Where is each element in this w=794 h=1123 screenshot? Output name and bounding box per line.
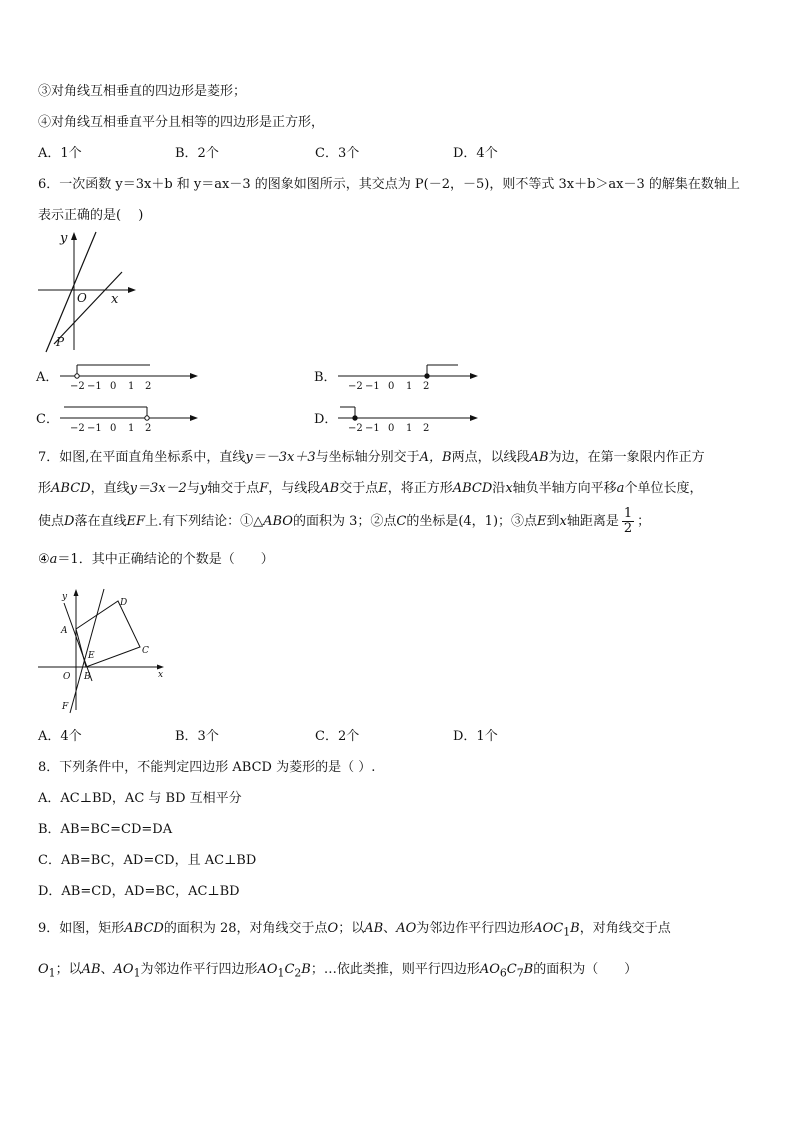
q6a-tick-2: 2 xyxy=(145,381,152,392)
q6b-tick-2: 2 xyxy=(423,381,430,392)
q6b-tick-neg2: −2 xyxy=(348,381,363,392)
q5-option-b[interactable]: B．2个 xyxy=(175,146,219,161)
q6-graph-p-label: P xyxy=(56,335,65,349)
q9-stem-line-2: $O_1$；以AB、$AO_1$为邻边作平行四边形$AO_1C_2B$；…依此类推，则平行四边形$AO_6C_7B$的面积为（ ） xyxy=(38,962,638,980)
q7-fig-c-label: C xyxy=(142,646,149,656)
q7-fig-x-label: x xyxy=(158,670,164,680)
q5-option-c[interactable]: C．3个 xyxy=(315,146,360,161)
q6-number-line-c[interactable] xyxy=(60,404,200,434)
q6c-tick-neg2: −2 xyxy=(70,423,85,434)
q8-option-b[interactable]: B．AB=BC=CD=DA xyxy=(38,822,173,837)
q6c-tick-1: 1 xyxy=(128,423,135,434)
q6-graph-origin-label: O xyxy=(77,291,87,305)
q6-graph-y-label: y xyxy=(60,231,68,246)
q6-number-line-a[interactable] xyxy=(60,362,200,392)
q6b-tick-1: 1 xyxy=(406,381,413,392)
q7-fig-e-label: E xyxy=(88,651,95,661)
q7-stem-line-1: 7．如图,在平面直角坐标系中，直线y＝－3x＋3与坐标轴分别交于A，B两点，以线段AB为边，在第一象限内作正方 xyxy=(38,450,705,465)
q6-graph xyxy=(36,228,136,358)
fraction-one-half: $\frac{1}{2}$ xyxy=(623,506,633,536)
q5-option-a[interactable]: A．1个 xyxy=(38,146,82,161)
q6d-tick-neg1: −1 xyxy=(365,423,380,434)
q8-option-c[interactable]: C．AB=BC，AD=CD，且 AC⊥BD xyxy=(38,853,257,868)
q6-option-c[interactable]: C． xyxy=(36,412,59,427)
q8-stem: 8．下列条件中，不能判定四边形 ABCD 为菱形的是（ ）. xyxy=(38,760,376,775)
q7-fig-origin-label: O xyxy=(63,672,71,682)
q6b-tick-neg1: −1 xyxy=(365,381,380,392)
q6-option-d[interactable]: D． xyxy=(314,412,338,427)
q6b-tick-0: 0 xyxy=(388,381,395,392)
q8-option-d[interactable]: D．AB=CD，AD=BC，AC⊥BD xyxy=(38,884,240,899)
q6c-tick-0: 0 xyxy=(110,423,117,434)
q9-stem-line-1: 9．如图，矩形ABCD的面积为 28，对角线交于点O；以AB、AO为邻边作平行四边形$AOC_1B$，对角线交于点 xyxy=(38,921,671,939)
q6-stem-line-1: 6．一次函数 y＝3x＋b 和 y＝ax－3 的图象如图所示，其交点为 P(－2，－5)，则不等式 3x＋b＞ax－3 的解集在数轴上 xyxy=(38,177,740,192)
q6a-tick-neg2: −2 xyxy=(70,381,85,392)
q6-number-line-d[interactable] xyxy=(338,404,480,434)
q6-stem-line-2: 表示正确的是( ) xyxy=(38,208,144,223)
q5-option-d[interactable]: D．4个 xyxy=(453,146,498,161)
q7-fig-f-label: F xyxy=(62,702,69,712)
q5-item-3: ③对角线互相垂直的四边形是菱形； xyxy=(38,84,247,99)
q7-option-b[interactable]: B．3个 xyxy=(175,729,219,744)
q7-stem-line-2: 形ABCD，直线y＝3x－2与y轴交于点F，与线段AB交于点E，将正方形ABCD沿x轴负半轴方向平移a个单位长度， xyxy=(38,481,703,496)
q6a-tick-1: 1 xyxy=(128,381,135,392)
q7-fig-d-label: D xyxy=(120,598,128,608)
q6d-tick-2: 2 xyxy=(423,423,430,434)
q6-option-a[interactable]: A． xyxy=(36,370,59,385)
q7-option-a[interactable]: A．4个 xyxy=(38,729,82,744)
q6-number-line-b[interactable] xyxy=(338,362,480,392)
q7-stem-line-3: 使点D落在直线EF上.有下列结论：①△ABO的面积为 3；②点C的坐标是(4，1)；③点E到x轴距离是 $\frac{1}{2}$ ； xyxy=(38,506,651,536)
q6a-tick-0: 0 xyxy=(110,381,117,392)
q8-option-a[interactable]: A．AC⊥BD，AC 与 BD 互相平分 xyxy=(38,791,242,806)
q7-fig-b-label: B xyxy=(84,672,91,682)
q7-option-c[interactable]: C．2个 xyxy=(315,729,360,744)
q7-stem-line-4: ④a＝1．其中正确结论的个数是（ ） xyxy=(38,552,274,567)
q6a-tick-neg1: −1 xyxy=(87,381,102,392)
q6-graph-x-label: x xyxy=(111,292,119,307)
q7-fig-a-label: A xyxy=(61,626,68,636)
q7-fig-y-label: y xyxy=(62,592,68,602)
q6-option-b[interactable]: B． xyxy=(314,370,337,385)
q6d-tick-0: 0 xyxy=(388,423,395,434)
q7-figure xyxy=(34,585,174,715)
q6d-tick-neg2: −2 xyxy=(348,423,363,434)
q6c-tick-2: 2 xyxy=(145,423,152,434)
q6c-tick-neg1: −1 xyxy=(87,423,102,434)
q6d-tick-1: 1 xyxy=(406,423,413,434)
q7-option-d[interactable]: D．1个 xyxy=(453,729,498,744)
q5-item-4: ④对角线互相垂直平分且相等的四边形是正方形， xyxy=(38,115,325,130)
